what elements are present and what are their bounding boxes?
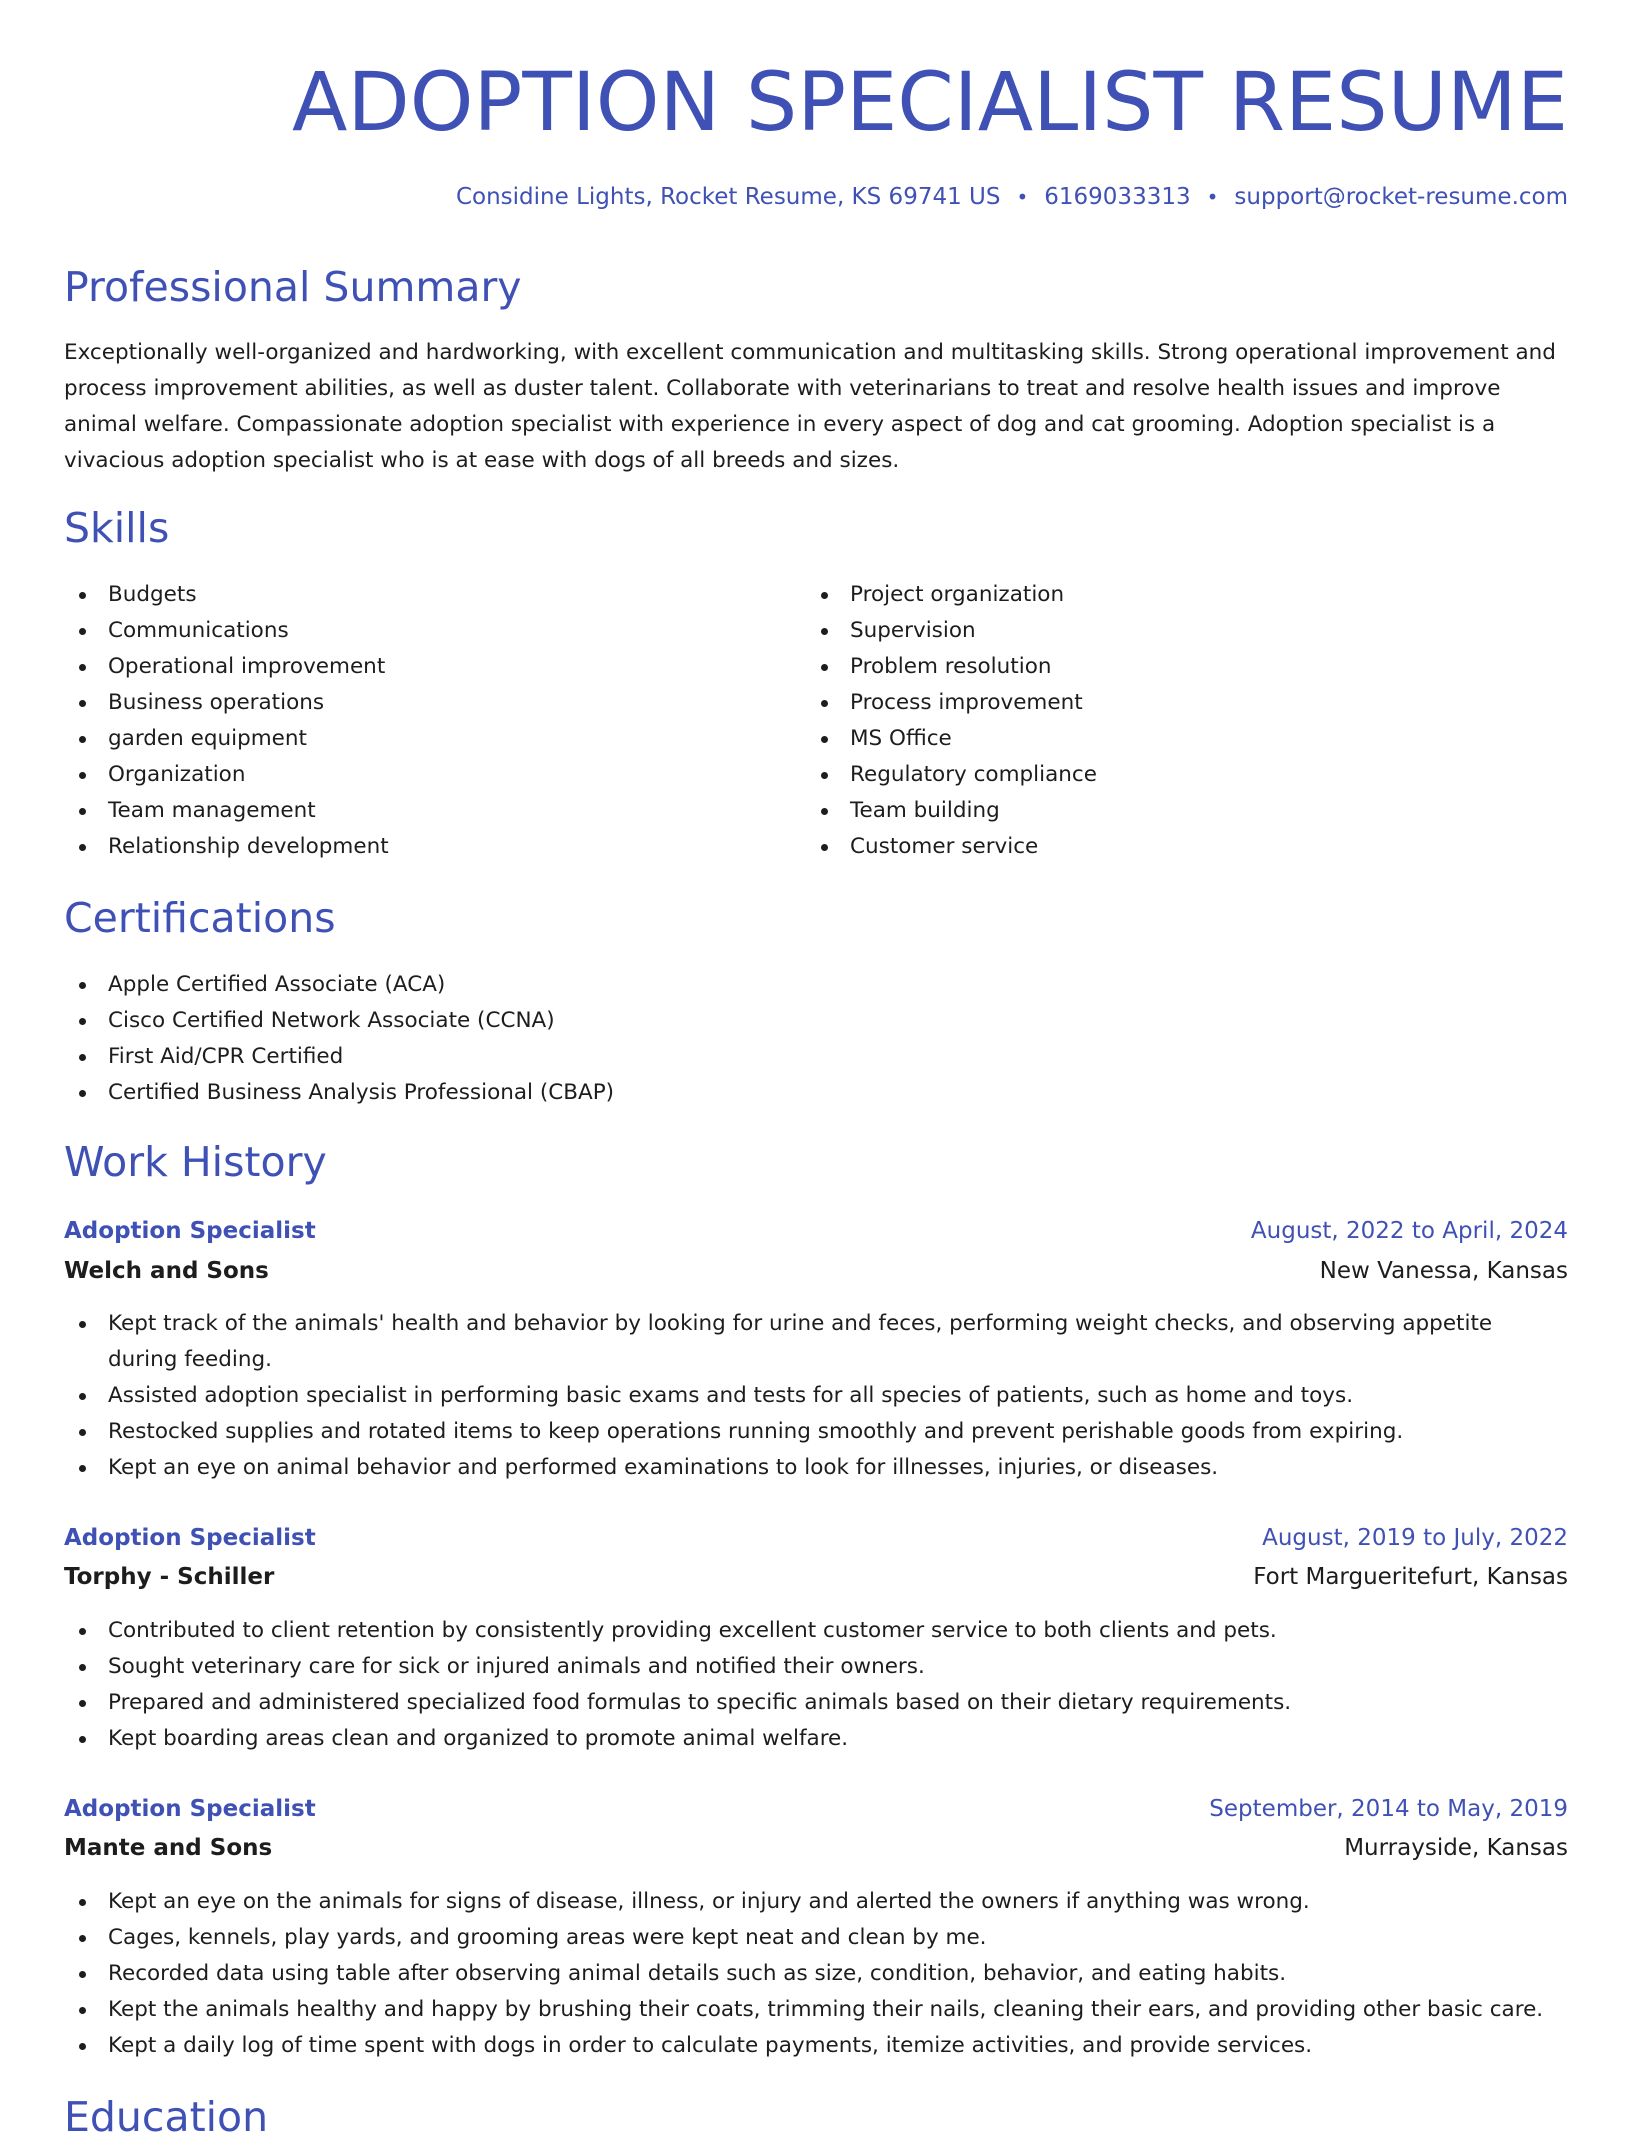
resume-title: ADOPTION SPECIALIST RESUME	[291, 56, 1568, 150]
skills-list-left	[64, 577, 804, 865]
job-company: Mante and Sons	[64, 1835, 273, 1861]
job-dates: August, 2022 to April, 2024	[1250, 1218, 1568, 1244]
skill-item: Budgets	[64, 577, 804, 613]
job-duty: Kept boarding areas clean and organized to promote animal welfare.	[64, 1721, 1568, 1757]
job-title: Adoption Specialist	[64, 1525, 316, 1551]
job-duty: Kept a daily log of time spent with dogs in order to calculate payments, itemize activities, and provide services.	[64, 2028, 1568, 2064]
skill-item: Relationship development	[64, 829, 804, 865]
job-company: Torphy - Schiller	[64, 1564, 275, 1590]
contact-address: Considine Lights, Rocket Resume, KS 69741 US	[455, 184, 1001, 210]
job-title: Adoption Specialist	[64, 1218, 316, 1244]
job-location: New Vanessa, Kansas	[1319, 1258, 1568, 1284]
job-duty: Contributed to client retention by consistently providing excellent customer service to both clients and pets.	[64, 1613, 1568, 1649]
job-duty: Sought veterinary care for sick or injured animals and notified their owners.	[64, 1649, 1568, 1685]
skill-item: Regulatory compliance	[806, 757, 1546, 793]
job-duties-list	[64, 1884, 1568, 2064]
job-dates: August, 2019 to July, 2022	[1262, 1525, 1568, 1551]
certifications-list	[64, 967, 1564, 1111]
contact-phone: 6169033313	[1044, 184, 1191, 210]
certifications-heading: Certifications	[64, 894, 336, 942]
education-heading: Education	[64, 2093, 269, 2141]
skill-item: Organization	[64, 757, 804, 793]
job-duty: Kept the animals healthy and happy by brushing their coats, trimming their nails, cleaning their ears, and providing other basic care.	[64, 1992, 1568, 2028]
skill-item: Team building	[806, 793, 1546, 829]
job-duties-list	[64, 1613, 1568, 1757]
skill-item: Team management	[64, 793, 804, 829]
certification-item: First Aid/CPR Certified	[64, 1039, 1564, 1075]
job-duties-list	[64, 1306, 1568, 1486]
skill-item: Process improvement	[806, 685, 1546, 721]
job-duty: Prepared and administered specialized food formulas to specific animals based on their dietary requirements.	[64, 1685, 1568, 1721]
skill-item: garden equipment	[64, 721, 804, 757]
certification-item: Cisco Certified Network Associate (CCNA)	[64, 1003, 1564, 1039]
summary-text: Exceptionally well-organized and hardworking, with excellent communication and multitasking skills. Strong operational improvement and process improvement abilities, as well as duster talent. Collaborate with veterinarians to treat and resolve health issues and improve animal welfare. Compassionate adoption specialist with experience in every aspect of dog and cat grooming. Adoption specialist is a vivacious adoption specialist who is at ease with dogs of all breeds and sizes.	[64, 340, 1556, 473]
contact-line	[456, 182, 1568, 212]
certification-item: Certified Business Analysis Professional (CBAP)	[64, 1075, 1564, 1111]
job-location: Murrayside, Kansas	[1344, 1835, 1568, 1861]
job-duty: Cages, kennels, play yards, and grooming areas were kept neat and clean by me.	[64, 1920, 1568, 1956]
job-location: Fort Margueritefurt, Kansas	[1253, 1564, 1568, 1590]
skills-list-right	[806, 577, 1546, 865]
job-duty: Recorded data using table after observing animal details such as size, condition, behavior, and eating habits.	[64, 1956, 1568, 1992]
job-duty: Kept an eye on the animals for signs of disease, illness, or injury and alerted the owners if anything was wrong.	[64, 1884, 1568, 1920]
job-title: Adoption Specialist	[64, 1796, 316, 1822]
skill-item: Problem resolution	[806, 649, 1546, 685]
skill-item: Operational improvement	[64, 649, 804, 685]
skill-item: Business operations	[64, 685, 804, 721]
job-duty: Assisted adoption specialist in performing basic exams and tests for all species of patients, such as home and toys.	[64, 1378, 1568, 1414]
job-duty: Kept track of the animals' health and behavior by looking for urine and feces, performing weight checks, and observing appetite during feeding.	[64, 1306, 1568, 1378]
skill-item: Supervision	[806, 613, 1546, 649]
contact-email[interactable]: support@rocket-resume.com	[1234, 184, 1568, 210]
skill-item: Project organization	[806, 577, 1546, 613]
skill-item: Customer service	[806, 829, 1546, 865]
work-history-heading: Work History	[64, 1138, 327, 1186]
job-duty: Kept an eye on animal behavior and performed examinations to look for illnesses, injuries, or diseases.	[64, 1450, 1568, 1486]
contact-separator: •	[1206, 185, 1219, 209]
summary-heading: Professional Summary	[64, 263, 522, 311]
job-dates: September, 2014 to May, 2019	[1209, 1796, 1568, 1822]
job-duty: Restocked supplies and rotated items to keep operations running smoothly and prevent perishable goods from expiring.	[64, 1414, 1568, 1450]
certification-item: Apple Certified Associate (ACA)	[64, 967, 1564, 1003]
job-company: Welch and Sons	[64, 1258, 269, 1284]
skill-item: Communications	[64, 613, 804, 649]
skills-heading: Skills	[64, 504, 170, 552]
skill-item: MS Office	[806, 721, 1546, 757]
contact-separator: •	[1016, 185, 1029, 209]
